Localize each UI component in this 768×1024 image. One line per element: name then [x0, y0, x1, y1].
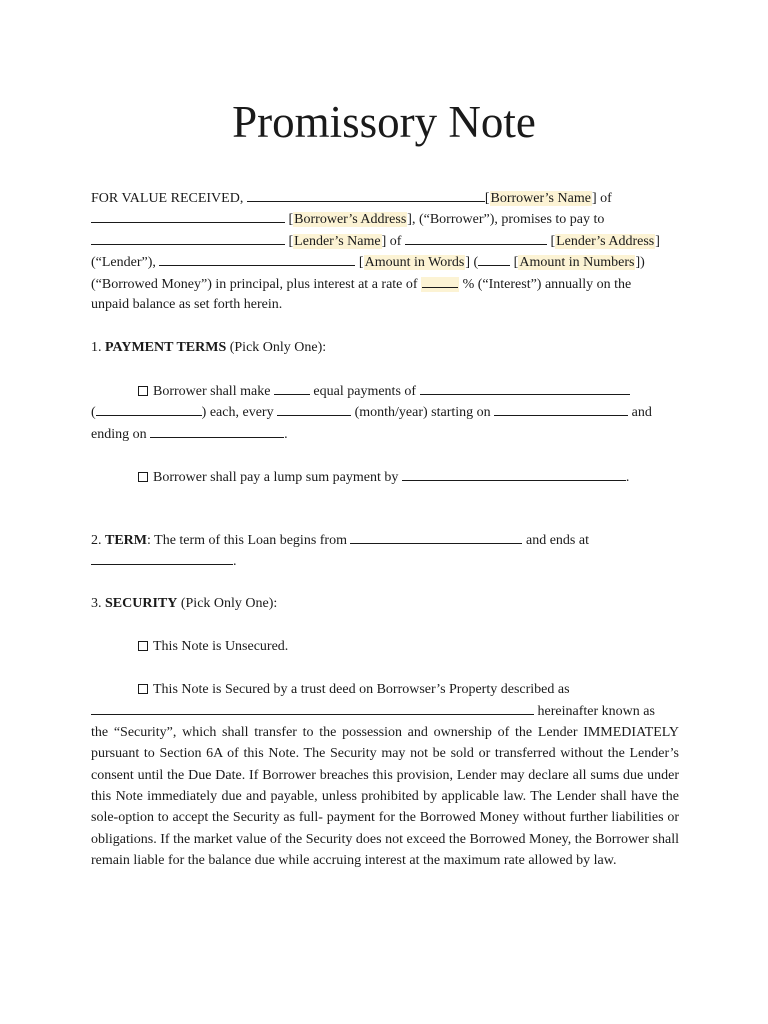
intro-line-2: [Borrower’s Address], (“Borrower”), promises to pay to	[91, 208, 679, 229]
interest-rate-field[interactable]	[421, 277, 459, 292]
amount-words-blank[interactable]	[159, 251, 355, 266]
intro-line-6: unpaid balance as set forth herein.	[91, 296, 283, 312]
security-option-unsecured: This Note is Unsecured.	[91, 636, 679, 657]
lender-name-blank[interactable]	[91, 230, 285, 245]
amount-numbers-blank[interactable]	[478, 251, 510, 266]
amount-numbers-placeholder[interactable]: Amount in Numbers	[519, 255, 635, 271]
security-title: SECURITY	[105, 596, 178, 611]
borrower-name-placeholder[interactable]: Borrower’s Name	[490, 191, 591, 206]
payment-amount-blank[interactable]	[420, 380, 630, 395]
lender-address-placeholder[interactable]: Lender’s Address	[556, 233, 655, 249]
intro-line-4: (“Lender”), [Amount in Words] ( [Amount in Numbers])	[91, 251, 679, 272]
payment-terms-heading: 1. PAYMENT TERMS (Pick Only One):	[91, 340, 327, 355]
security-paragraph: the “Security”, which shall transfer to the possession and ownership of the Lender IMMEDIATELY pursuant to Section 6A of this Note. The Security may not be sold or transferred without the Lender’s consent until the Due Date. If Borrower breaches this provision, Lender may declare all sums due under this Note immediately due and payable, unless prohibited by applicable law. The Lender shall have the sole-option to accept the Security as full- payment for the Borrowed Money without further liabilities or obligations. If the market value of the Security does not exceed the Borrowed Money, the Borrower shall remain liable for the balance due while accruing interest at the maximum rate allowed by law.	[91, 724, 679, 869]
intro-line-1: FOR VALUE RECEIVED, [Borrower’s Name] of	[91, 187, 679, 208]
term-title: TERM	[105, 533, 147, 548]
lender-name-placeholder[interactable]: Lender’s Name	[294, 233, 381, 249]
payment-period-blank[interactable]	[277, 401, 351, 416]
amount-words-placeholder[interactable]: Amount in Words	[364, 255, 465, 271]
lump-sum-checkbox[interactable]	[138, 472, 148, 482]
secured-checkbox[interactable]	[138, 684, 148, 694]
intro-line-3: [Lender’s Name] of [Lender’s Address]	[91, 230, 679, 251]
unsecured-checkbox[interactable]	[138, 641, 148, 651]
term-end-blank[interactable]	[91, 550, 233, 565]
borrower-name-blank[interactable]	[247, 187, 485, 202]
installments-checkbox[interactable]	[138, 386, 148, 396]
payment-terms-title: PAYMENT TERMS	[105, 340, 227, 355]
payment-start-date-blank[interactable]	[494, 401, 628, 416]
intro-paragraph	[91, 187, 679, 315]
payment-amount-numbers-blank[interactable]	[96, 401, 202, 416]
lump-sum-date-blank[interactable]	[402, 466, 626, 481]
payment-option-installments: Borrower shall make equal payments of ( ) each, every (month/year) starting on and ending on .	[91, 380, 679, 444]
payment-option-lump-sum: Borrower shall pay a lump sum payment by .	[91, 466, 679, 487]
borrower-address-placeholder[interactable]: Borrower’s Address	[294, 212, 407, 228]
property-description-blank[interactable]	[91, 700, 534, 715]
document-title: Promissory Note	[232, 97, 536, 147]
security-option-secured: This Note is Secured by a trust deed on Borrowser’s Property described as hereinafter known as the “Security”, which shall transfer to the possession and ownership of the Lender IMMEDIATELY pursuant to Section 6A of this Note. The Security may not be sold or transferred without the Lender’s consent until the Due Date. If Borrower breaches this provision, Lender may declare all sums due under this Note immediately due and payable, unless prohibited by applicable law. The Lender shall have the sole-option to accept the Security as full- payment for the Borrowed Money without further liabilities or obligations. If the market value of the Security does not exceed the Borrowed Money, the Borrower shall remain liable for the balance due while accruing interest at the maximum rate allowed by law.	[91, 679, 679, 872]
payment-end-date-blank[interactable]	[150, 423, 284, 438]
intro-line-5: (“Borrowed Money”) in principal, plus interest at a rate of % (“Interest”) annually on the	[91, 273, 679, 294]
payment-count-blank[interactable]	[274, 380, 310, 395]
term-section: 2. TERM: The term of this Loan begins from and ends at .	[91, 529, 679, 572]
lender-address-blank[interactable]	[405, 230, 547, 245]
security-heading: 3. SECURITY (Pick Only One):	[91, 596, 278, 611]
term-start-blank[interactable]	[350, 529, 522, 544]
borrower-address-blank[interactable]	[91, 208, 285, 223]
